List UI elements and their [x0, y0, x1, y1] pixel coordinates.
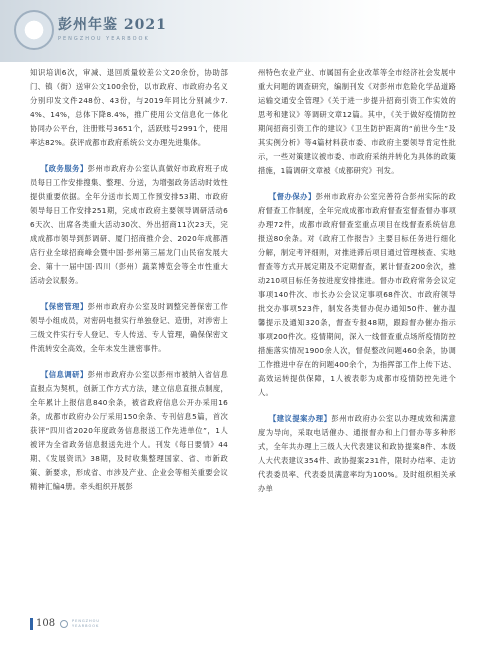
- page-number: 108: [36, 618, 56, 629]
- footer-logo-text: [72, 619, 100, 628]
- continuation-paragraph: 知识培训6次，审减、退回质量较差公文20余份，协助部门、镇（街）送审公文100余份，以市政府、市政府办名义分别印发文件248份、43份，与2019年同比分别减少7.4%、14%，总体下降8.4%，推广使用公文信息化一体化协同办公平台，注册账号3651个，活跃账号2991个，使用率达82%。获评成都市政府系统公文办理先进集体。: [30, 68, 228, 147]
- footer-logo-line: PENGZHOU: [72, 619, 100, 623]
- right-column: [258, 66, 456, 496]
- footer-logo-icon: [60, 620, 68, 628]
- section-label: 【建议提案办理】: [268, 414, 332, 423]
- left-column: [30, 66, 228, 494]
- section-body: 彭州市政府办公室及时调整完善保密工作领导小组成员，对密码电报实行单独登记、造册，对涉密上三级文件实行专人登记、专人传送、专人管理，确保保密文件流转安全高效，全年未发生泄密事件。: [30, 302, 229, 353]
- section-supervision: [258, 190, 456, 400]
- section-body: 彭州市政府办公室认真做好市政府班子成员每日工作安排搜集、整理、分送，为增强政务活动时效性提供重要依据。全年分送市长周工作预安排53期、市政府领导每日工作安排251期，完成市政府主要领导调研活动66天次、出席各类重大活动30次、外出招商11次23天，完成成都市领导到彭调研、厦门招商推介会、2020年成都酒店行业全球招商峰会暨中国·彭州第三届龙门山民宿发展大会、第十一届中国·四川（彭州）蔬菜博览会等全市性重大活动会议服务。: [30, 164, 229, 285]
- section-label: 【信息调研】: [40, 370, 88, 379]
- section-proposals: [258, 412, 456, 496]
- section-body: 彭州市政府办公室完善符合彭州实际的政府督查工作制度，全年完成成都市政府督查室督查督办事项办理72件，成都市政府督查室重点项目在线督查系统信息报送80余条。对《政府工作报告》主要目标任务进行细化分解，制定考评细则，对推进滞后项目通过管理核查、实地督查等方式开展定期及不定期督查，累计督查200余次，推动210项目标任务按进度安排推进。督办市政府常务会议定事项140件次、市长办公会议定事项68件次、市政府领导批交办事项523件，制发各类督办促办通知50件、催办温馨提示及通知320条，督查专报48期，跟踪督办催办指示事项200件次。疫情期间，深入一线督查重点场所疫情防控措施落实情况1900余人次，督促整改问题460余条，协调工作推进中存在的问题400余个，为指挥部工作上传下达、高效运转提供保障，1人被表彰为成都市疫情防控先进个人。: [258, 192, 457, 397]
- page-number-bar: [30, 618, 33, 630]
- section-government-services: [30, 162, 228, 288]
- yearbook-subtitle: PENGZHOU YEARBOOK: [58, 36, 150, 42]
- section-body: 彭州市政府办公室以办理成效和满意度为导向，采取电话催办、通报督办和上门督办等多种形式，全年共办理上三级人大代表建议和政协提案8件、本级人大代表建议354件、政协提案231件，限时办结率、走访代表委员率、代表委员满意率均为100%。及时组织相关承办单: [258, 414, 457, 493]
- section-label: 【保密管理】: [40, 302, 88, 311]
- page-footer: [30, 617, 150, 631]
- page-header: [0, 0, 480, 62]
- section-confidentiality: [30, 300, 228, 356]
- section-label: 【督办保办】: [268, 192, 316, 201]
- yearbook-title: 彭州年鉴 2021: [58, 17, 167, 33]
- continuation-paragraph: 州特色农业产业、市属国有企业改革等全市经济社会发展中重大问题的调查研究，编制刊发《对彭州市危险化学品道路运输交通安全管理》《关于进一步提升招商引资工作实效的思考和建议》等调研文章12篇。其中，《关于做好疫情防控期间招商引资工作的建议》《卫生防护距离的“前世今生”及其实例分析》等4篇材料获市委、市政府主要领导肯定性批示，一些对策建议被市委、市政府采纳并转化为具体的政策措施，1篇调研文章被《成都研究》刊发。: [258, 68, 456, 175]
- footer-logo-line: YEARBOOK: [72, 623, 100, 628]
- section-label: 【政务服务】: [40, 164, 88, 173]
- yearbook-emblem-icon: [14, 10, 54, 50]
- section-body: 彭州市政府办公室以彭州市被纳入省信息直报点为契机，创新工作方式方法，建立信息直报点制度，全年累计上报信息840余条，被省政府信息公开办采用16条，成都市政府办公厅采用150余条、专刊信息5篇，首次获评“四川省2020年度政务信息报送工作先进单位”，1人被评为全省政务信息报送先进个人。刊发《每日要情》44期、《发展资讯》38期，及时收集整理国家、省、市新政策、新要求，形成省、市涉及产业、企业会等相关重要会议精神汇编4册。牵头组织开展彭: [30, 370, 229, 491]
- section-information-research: [30, 368, 228, 494]
